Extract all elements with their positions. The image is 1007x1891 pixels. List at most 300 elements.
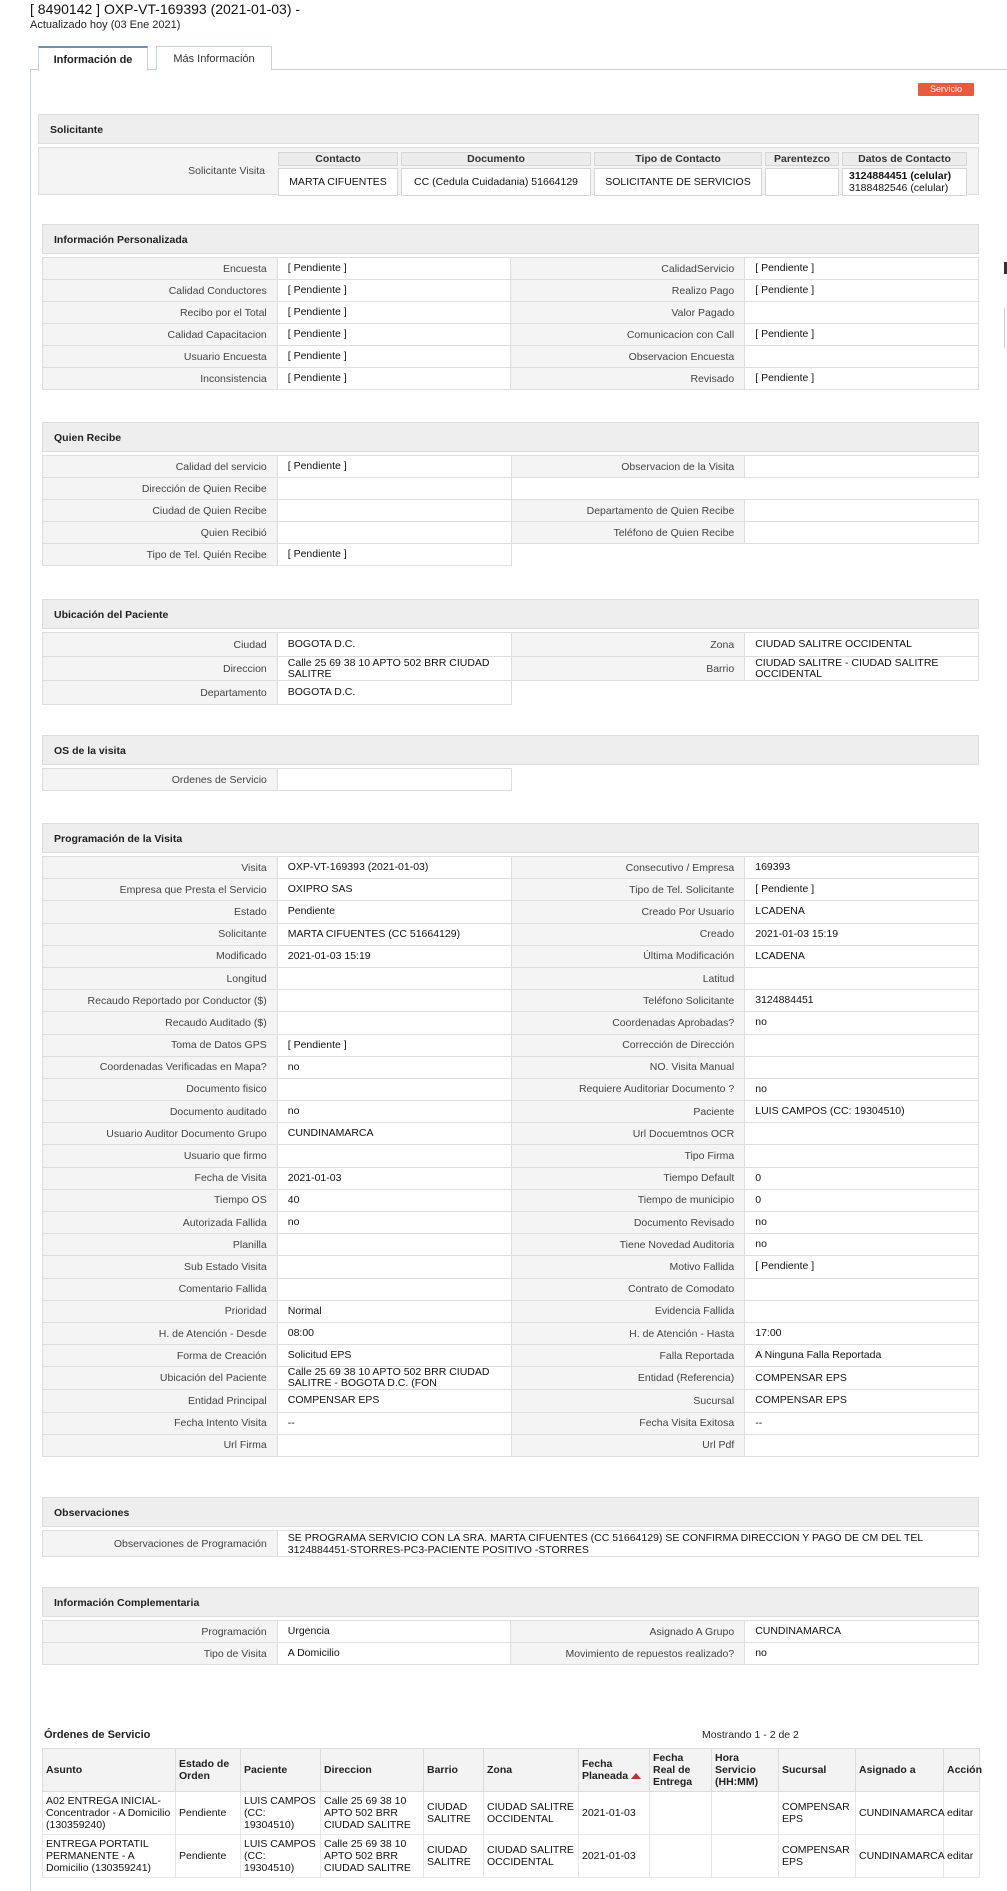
order-asignado: CUNDINAMARCA bbox=[856, 1792, 944, 1835]
field-value: no bbox=[745, 1643, 979, 1665]
field-value: -- bbox=[277, 1412, 511, 1434]
field-label: Fecha de Visita bbox=[43, 1167, 278, 1189]
field-label: Falla Reportada bbox=[511, 1345, 745, 1367]
section-quien-recibe bbox=[42, 422, 979, 566]
field-label: Tiempo Default bbox=[511, 1167, 745, 1189]
field-value: 17:00 bbox=[745, 1322, 979, 1344]
field-label: Consecutivo / Empresa bbox=[511, 857, 745, 879]
field-label: Corrección de Dirección bbox=[511, 1034, 745, 1056]
field-row bbox=[43, 324, 979, 346]
field-row bbox=[43, 1256, 979, 1278]
observaciones-table bbox=[42, 1530, 979, 1557]
field-label: Encuesta bbox=[43, 258, 278, 280]
order-asignado: CUNDINAMARCA bbox=[856, 1835, 944, 1878]
contacts-table bbox=[275, 150, 970, 198]
field-value: [ Pendiente ] bbox=[745, 368, 979, 390]
field-value bbox=[745, 346, 979, 368]
field-label: Creado bbox=[511, 923, 745, 945]
col-fecha-real[interactable]: Fecha Real de Entrega bbox=[650, 1749, 712, 1792]
field-value: no bbox=[745, 1234, 979, 1256]
col-hora-servicio[interactable]: Hora Servicio (HH:MM) bbox=[712, 1749, 779, 1792]
solicitante-box bbox=[38, 147, 979, 195]
field-label: Observacion Encuesta bbox=[511, 346, 745, 368]
field-value: OXIPRO SAS bbox=[277, 879, 511, 901]
field-label: Url Docuemtnos OCR bbox=[511, 1123, 745, 1145]
field-label: Fecha Visita Exitosa bbox=[511, 1412, 745, 1434]
field-label: Inconsistencia bbox=[43, 368, 278, 390]
col-documento: Documento bbox=[401, 152, 591, 166]
col-zona[interactable]: Zona bbox=[484, 1749, 579, 1792]
field-label: Coordenadas Aprobadas? bbox=[511, 1012, 745, 1034]
page-subtitle: Actualizado hoy (03 Ene 2021) bbox=[30, 19, 181, 31]
section-solicitante bbox=[38, 114, 979, 144]
complementaria-table bbox=[42, 1620, 979, 1665]
servicio-button[interactable]: Servicio bbox=[918, 83, 974, 96]
section-observaciones bbox=[42, 1497, 979, 1557]
field-row bbox=[43, 280, 979, 302]
field-value: Normal bbox=[277, 1300, 511, 1322]
field-value bbox=[745, 1145, 979, 1167]
field-row bbox=[43, 1322, 979, 1344]
empty-cell bbox=[511, 544, 745, 566]
field-value: [ Pendiente ] bbox=[277, 324, 511, 346]
field-value bbox=[277, 769, 511, 791]
field-label: Evidencia Fallida bbox=[511, 1300, 745, 1322]
order-barrio: CIUDAD SALITRE bbox=[424, 1835, 484, 1878]
section-title: Solicitante bbox=[38, 114, 979, 144]
section-ubicacion bbox=[42, 599, 979, 705]
field-label: Calidad Conductores bbox=[43, 280, 278, 302]
orders-table bbox=[42, 1748, 983, 1878]
field-value: LUIS CAMPOS (CC: 19304510) bbox=[745, 1101, 979, 1123]
col-barrio[interactable]: Barrio bbox=[424, 1749, 484, 1792]
field-value: COMPENSAR EPS bbox=[745, 1367, 979, 1390]
field-label: Usuario Auditor Documento Grupo bbox=[43, 1123, 278, 1145]
field-row bbox=[43, 945, 979, 967]
field-label: Teléfono Solicitante bbox=[511, 990, 745, 1012]
table-row bbox=[43, 1835, 980, 1878]
field-value: MARTA CIFUENTES (CC 51664129) bbox=[277, 923, 511, 945]
field-label: Dirección de Quien Recibe bbox=[43, 478, 278, 500]
page-title: [ 8490142 ] OXP-VT-169393 (2021-01-03) - bbox=[30, 1, 301, 17]
field-label: Requiere Auditoriar Documento ? bbox=[511, 1078, 745, 1100]
field-row bbox=[43, 1012, 979, 1034]
col-asignado[interactable]: Asignado a bbox=[856, 1749, 944, 1792]
order-zona: CIUDAD SALITRE OCCIDENTAL bbox=[484, 1835, 579, 1878]
field-label: Empresa que Presta el Servicio bbox=[43, 879, 278, 901]
field-label: Autorizada Fallida bbox=[43, 1212, 278, 1234]
field-value bbox=[277, 1078, 511, 1100]
field-value: 2021-01-03 bbox=[277, 1167, 511, 1189]
field-row bbox=[43, 544, 979, 566]
field-label: Direccion bbox=[43, 657, 278, 681]
field-label: Sub Estado Visita bbox=[43, 1256, 278, 1278]
empty-cell bbox=[745, 544, 979, 566]
field-value bbox=[745, 522, 979, 544]
field-value bbox=[277, 1256, 511, 1278]
order-zona: CIUDAD SALITRE OCCIDENTAL bbox=[484, 1792, 579, 1835]
field-label: Observacion de la Visita bbox=[511, 456, 745, 478]
field-row bbox=[43, 1434, 979, 1456]
col-tipo-contacto: Tipo de Contacto bbox=[594, 152, 762, 166]
field-label: Tipo de Tel. Solicitante bbox=[511, 879, 745, 901]
field-value: COMPENSAR EPS bbox=[277, 1390, 511, 1412]
field-value: [ Pendiente ] bbox=[277, 368, 511, 390]
field-value: 0 bbox=[745, 1167, 979, 1189]
section-os-visita bbox=[42, 735, 979, 791]
section-title: Información Complementaria bbox=[42, 1587, 979, 1617]
field-row bbox=[43, 1621, 979, 1643]
field-value bbox=[745, 1300, 979, 1322]
programacion-table bbox=[42, 856, 979, 1457]
field-row bbox=[43, 1123, 979, 1145]
section-title: Información Personalizada bbox=[42, 224, 979, 254]
field-row bbox=[43, 368, 979, 390]
field-label: Ciudad de Quien Recibe bbox=[43, 500, 278, 522]
field-value bbox=[277, 1012, 511, 1034]
field-label: Planilla bbox=[43, 1234, 278, 1256]
field-value: Urgencia bbox=[277, 1621, 511, 1643]
field-label: Contrato de Comodato bbox=[511, 1278, 745, 1300]
field-label: CalidadServicio bbox=[511, 258, 745, 280]
field-label: Paciente bbox=[511, 1101, 745, 1123]
order-sucursal: COMPENSAR EPS bbox=[779, 1835, 856, 1878]
field-label: Calidad del servicio bbox=[43, 456, 278, 478]
field-label: Entidad Principal bbox=[43, 1390, 278, 1412]
field-value bbox=[745, 1278, 979, 1300]
field-row bbox=[43, 500, 979, 522]
contact-phone-1: 3124884451 (celular) bbox=[849, 170, 952, 182]
order-sucursal: COMPENSAR EPS bbox=[779, 1792, 856, 1835]
field-label: Recaudo Auditado ($) bbox=[43, 1012, 278, 1034]
field-row bbox=[43, 258, 979, 280]
field-value bbox=[745, 1434, 979, 1456]
info-personalizada-table bbox=[42, 257, 979, 390]
field-row bbox=[43, 478, 979, 500]
tab-mas-informacion[interactable]: Más Información bbox=[156, 46, 272, 70]
field-label: Realizo Pago bbox=[511, 280, 745, 302]
field-value: no bbox=[277, 1101, 511, 1123]
field-row bbox=[43, 1078, 979, 1100]
field-label: Documento Revisado bbox=[511, 1212, 745, 1234]
col-paciente[interactable]: Paciente bbox=[241, 1749, 321, 1792]
editar-link[interactable]: editar bbox=[944, 1835, 980, 1878]
observaciones-value: SE PROGRAMA SERVICIO CON LA SRA. MARTA CIFUENTES (CC 51664129) SE CONFIRMA DIRECCION Y PAGO DE CM DEL TEL 3124884451-STORRES-PC3-PACIENTE POSITIVO -STORRES bbox=[277, 1531, 978, 1557]
field-value: 0 bbox=[745, 1189, 979, 1211]
orders-count: Mostrando 1 - 2 de 2 bbox=[702, 1729, 799, 1741]
field-label: H. de Atención - Hasta bbox=[511, 1322, 745, 1344]
os-visita-table bbox=[42, 768, 979, 791]
field-row bbox=[43, 1034, 979, 1056]
field-label: Programación bbox=[43, 1621, 278, 1643]
field-value bbox=[745, 500, 979, 522]
field-value: 169393 bbox=[745, 857, 979, 879]
contact-phones bbox=[842, 168, 967, 196]
field-value: BOGOTA D.C. bbox=[277, 633, 511, 657]
field-row bbox=[43, 1345, 979, 1367]
field-value: CIUDAD SALITRE OCCIDENTAL bbox=[745, 633, 979, 657]
field-row bbox=[43, 990, 979, 1012]
field-value bbox=[277, 1434, 511, 1456]
contact-parentezco bbox=[765, 168, 839, 196]
field-label: Tipo de Visita bbox=[43, 1643, 278, 1665]
field-label: Url Firma bbox=[43, 1434, 278, 1456]
field-label: Tiempo OS bbox=[43, 1189, 278, 1211]
ubicacion-table bbox=[42, 632, 979, 705]
field-label: Longitud bbox=[43, 967, 278, 989]
field-row bbox=[43, 1278, 979, 1300]
field-label: Fecha Intento Visita bbox=[43, 1412, 278, 1434]
sort-asc-icon[interactable] bbox=[631, 1773, 641, 1779]
field-value: CUNDINAMARCA bbox=[277, 1123, 511, 1145]
field-label: Latitud bbox=[511, 967, 745, 989]
field-value: CIUDAD SALITRE - CIUDAD SALITRE OCCIDENTAL bbox=[745, 657, 979, 681]
order-direccion: Calle 25 69 38 10 APTO 502 BRR CIUDAD SALITRE bbox=[321, 1835, 424, 1878]
field-value: 08:00 bbox=[277, 1322, 511, 1344]
field-label: Modificado bbox=[43, 945, 278, 967]
empty-cell bbox=[745, 681, 979, 705]
field-row bbox=[43, 1056, 979, 1078]
field-value: BOGOTA D.C. bbox=[277, 681, 511, 705]
field-label: Comunicacion con Call bbox=[511, 324, 745, 346]
field-label: Visita bbox=[43, 857, 278, 879]
field-value: [ Pendiente ] bbox=[277, 280, 511, 302]
field-value: COMPENSAR EPS bbox=[745, 1390, 979, 1412]
field-value bbox=[277, 500, 511, 522]
field-value bbox=[745, 1034, 979, 1056]
order-estado: Pendiente bbox=[176, 1792, 241, 1835]
field-label: Recaudo Reportado por Conductor ($) bbox=[43, 990, 278, 1012]
field-row bbox=[43, 1367, 979, 1390]
field-label: Barrio bbox=[511, 657, 745, 681]
field-row bbox=[43, 857, 979, 879]
field-label: Calidad Capacitacion bbox=[43, 324, 278, 346]
field-value bbox=[277, 1145, 511, 1167]
field-label: Estado bbox=[43, 901, 278, 923]
field-label: Departamento bbox=[43, 681, 278, 705]
order-fecha-real bbox=[650, 1835, 712, 1878]
field-value: [ Pendiente ] bbox=[277, 544, 511, 566]
field-value: OXP-VT-169393 (2021-01-03) bbox=[277, 857, 511, 879]
empty-cell bbox=[511, 769, 745, 791]
field-value bbox=[277, 478, 511, 500]
col-direccion[interactable]: Direccion bbox=[321, 1749, 424, 1792]
field-value: [ Pendiente ] bbox=[745, 879, 979, 901]
col-sucursal[interactable]: Sucursal bbox=[779, 1749, 856, 1792]
tab-informacion[interactable]: Información de bbox=[38, 46, 148, 71]
field-row bbox=[43, 769, 980, 791]
field-value: [ Pendiente ] bbox=[277, 1034, 511, 1056]
field-value: [ Pendiente ] bbox=[277, 258, 511, 280]
field-value: 3124884451 bbox=[745, 990, 979, 1012]
field-value: 2021-01-03 15:19 bbox=[277, 945, 511, 967]
order-fecha: 2021-01-03 bbox=[579, 1835, 650, 1878]
field-value: Pendiente bbox=[277, 901, 511, 923]
field-value bbox=[745, 302, 979, 324]
field-value: no bbox=[277, 1056, 511, 1078]
contact-phone-2: 3188482546 (celular) bbox=[849, 182, 949, 194]
field-value bbox=[277, 967, 511, 989]
section-title: Ubicación del Paciente bbox=[42, 599, 979, 629]
field-value: Solicitud EPS bbox=[277, 1345, 511, 1367]
field-label: Departamento de Quien Recibe bbox=[511, 500, 745, 522]
field-row bbox=[43, 657, 979, 681]
field-value: LCADENA bbox=[745, 945, 979, 967]
contact-type: SOLICITANTE DE SERVICIOS bbox=[594, 168, 762, 196]
field-value: [ Pendiente ] bbox=[277, 456, 511, 478]
editar-link[interactable]: editar bbox=[944, 1792, 980, 1835]
field-value: A Domicilio bbox=[277, 1643, 511, 1665]
field-label: Tipo de Tel. Quién Recibe bbox=[43, 544, 278, 566]
field-value: CUNDINAMARCA bbox=[745, 1621, 979, 1643]
col-fecha-planeada-label: Fecha Planeada bbox=[582, 1758, 629, 1782]
field-value bbox=[277, 1234, 511, 1256]
field-value: no bbox=[745, 1212, 979, 1234]
field-label: Motivo Fallida bbox=[511, 1256, 745, 1278]
field-value bbox=[745, 1056, 979, 1078]
field-label: Movimiento de repuestos realizado? bbox=[511, 1643, 745, 1665]
field-value: [ Pendiente ] bbox=[277, 346, 511, 368]
field-value: A Ninguna Falla Reportada bbox=[745, 1345, 979, 1367]
field-label: NO. Visita Manual bbox=[511, 1056, 745, 1078]
order-asunto[interactable]: A02 ENTREGA INICIAL-Concentrador - A Domicilio (130359240) bbox=[43, 1792, 176, 1835]
field-value bbox=[745, 456, 979, 478]
field-value bbox=[745, 1123, 979, 1145]
field-label: Tiene Novedad Auditoria bbox=[511, 1234, 745, 1256]
section-title: Observaciones bbox=[42, 1497, 979, 1527]
field-row bbox=[43, 456, 979, 478]
field-row bbox=[43, 1212, 979, 1234]
field-row bbox=[43, 1643, 979, 1665]
order-fecha-real bbox=[650, 1792, 712, 1835]
field-row bbox=[43, 1300, 979, 1322]
field-label: Zona bbox=[511, 633, 745, 657]
field-label: Valor Pagado bbox=[511, 302, 745, 324]
field-value bbox=[277, 990, 511, 1012]
section-info-personalizada bbox=[42, 224, 979, 390]
field-row bbox=[43, 1412, 979, 1434]
order-fecha: 2021-01-03 bbox=[579, 1792, 650, 1835]
order-asunto[interactable]: ENTREGA PORTATIL PERMANENTE - A Domicilio (130359241) bbox=[43, 1835, 176, 1878]
section-title: OS de la visita bbox=[42, 735, 979, 765]
field-label: Comentario Fallida bbox=[43, 1278, 278, 1300]
section-title: Programación de la Visita bbox=[42, 823, 979, 853]
order-paciente[interactable]: LUIS CAMPOS (CC: 19304510) bbox=[241, 1835, 321, 1878]
field-row bbox=[43, 522, 979, 544]
field-value: LCADENA bbox=[745, 901, 979, 923]
empty-cell bbox=[511, 681, 745, 705]
order-hora bbox=[712, 1792, 779, 1835]
table-row bbox=[43, 1792, 980, 1835]
field-value: [ Pendiente ] bbox=[745, 280, 979, 302]
field-row bbox=[43, 901, 979, 923]
field-label: H. de Atención - Desde bbox=[43, 1322, 278, 1344]
field-value: Calle 25 69 38 10 APTO 502 BRR CIUDAD SALITRE - BOGOTA D.C. (FON bbox=[277, 1367, 511, 1390]
col-asunto[interactable]: Asunto bbox=[43, 1749, 176, 1792]
field-row bbox=[43, 1167, 979, 1189]
field-value: 2021-01-03 15:19 bbox=[745, 923, 979, 945]
field-value: 40 bbox=[277, 1189, 511, 1211]
order-hora bbox=[712, 1835, 779, 1878]
order-paciente[interactable]: LUIS CAMPOS (CC: 19304510) bbox=[241, 1792, 321, 1835]
field-row bbox=[43, 1234, 979, 1256]
field-label: Forma de Creación bbox=[43, 1345, 278, 1367]
field-row bbox=[43, 1101, 979, 1123]
order-barrio: CIUDAD SALITRE bbox=[424, 1792, 484, 1835]
field-value: Calle 25 69 38 10 APTO 502 BRR CIUDAD SALITRE bbox=[277, 657, 511, 681]
field-label: Url Pdf bbox=[511, 1434, 745, 1456]
col-accion: Acción bbox=[944, 1749, 980, 1792]
field-row bbox=[43, 1145, 979, 1167]
field-label: Coordenadas Verificadas en Mapa? bbox=[43, 1056, 278, 1078]
contact-document: CC (Cedula Cuidadania) 51664129 bbox=[401, 168, 591, 196]
field-value: no bbox=[745, 1078, 979, 1100]
field-row bbox=[43, 967, 979, 989]
field-row bbox=[43, 879, 979, 901]
field-value: no bbox=[745, 1012, 979, 1034]
field-row bbox=[43, 1189, 979, 1211]
col-estado-orden[interactable]: Estado de Orden bbox=[176, 1749, 241, 1792]
field-row bbox=[43, 346, 979, 368]
field-label: Asignado A Grupo bbox=[511, 1621, 745, 1643]
empty-cell bbox=[745, 478, 979, 500]
col-parentezco: Parentezco bbox=[765, 152, 839, 166]
field-label: Documento auditado bbox=[43, 1101, 278, 1123]
field-value: no bbox=[277, 1212, 511, 1234]
quien-recibe-table bbox=[42, 455, 979, 566]
field-row bbox=[43, 633, 979, 657]
col-datos-contacto: Datos de Contacto bbox=[842, 152, 967, 166]
field-row bbox=[43, 302, 979, 324]
field-label: Sucursal bbox=[511, 1390, 745, 1412]
empty-cell bbox=[745, 769, 979, 791]
field-label: Tipo Firma bbox=[511, 1145, 745, 1167]
field-label: Solicitante bbox=[43, 923, 278, 945]
field-value: [ Pendiente ] bbox=[745, 258, 979, 280]
field-label: Documento fisico bbox=[43, 1078, 278, 1100]
contact-name: MARTA CIFUENTES bbox=[278, 168, 398, 196]
field-value bbox=[277, 522, 511, 544]
solicitante-visita-label: Solicitante Visita bbox=[188, 165, 265, 177]
table-row bbox=[278, 168, 967, 196]
field-label: Prioridad bbox=[43, 1300, 278, 1322]
field-value: [ Pendiente ] bbox=[745, 324, 979, 346]
field-label: Revisado bbox=[511, 368, 745, 390]
field-label: Quien Recibió bbox=[43, 522, 278, 544]
field-row bbox=[43, 681, 979, 705]
field-label: Ciudad bbox=[43, 633, 278, 657]
field-label: Ubicación del Paciente bbox=[43, 1367, 278, 1390]
field-label: Usuario Encuesta bbox=[43, 346, 278, 368]
field-label: Toma de Datos GPS bbox=[43, 1034, 278, 1056]
field-value: [ Pendiente ] bbox=[277, 302, 511, 324]
section-programacion bbox=[42, 823, 979, 1457]
col-fecha-planeada[interactable] bbox=[579, 1749, 650, 1792]
field-value: -- bbox=[745, 1412, 979, 1434]
field-label: Teléfono de Quien Recibe bbox=[511, 522, 745, 544]
order-direccion: Calle 25 69 38 10 APTO 502 BRR CIUDAD SALITRE bbox=[321, 1792, 424, 1835]
field-label: Ordenes de Servicio bbox=[43, 769, 278, 791]
field-value: [ Pendiente ] bbox=[745, 1256, 979, 1278]
field-label: Entidad (Referencia) bbox=[511, 1367, 745, 1390]
order-estado: Pendiente bbox=[176, 1835, 241, 1878]
empty-cell bbox=[511, 478, 745, 500]
field-label: Usuario que firmo bbox=[43, 1145, 278, 1167]
orders-title: Órdenes de Servicio bbox=[44, 1729, 151, 1741]
field-label: Tiempo de municipio bbox=[511, 1189, 745, 1211]
field-label: Creado Por Usuario bbox=[511, 901, 745, 923]
section-complementaria bbox=[42, 1587, 979, 1665]
